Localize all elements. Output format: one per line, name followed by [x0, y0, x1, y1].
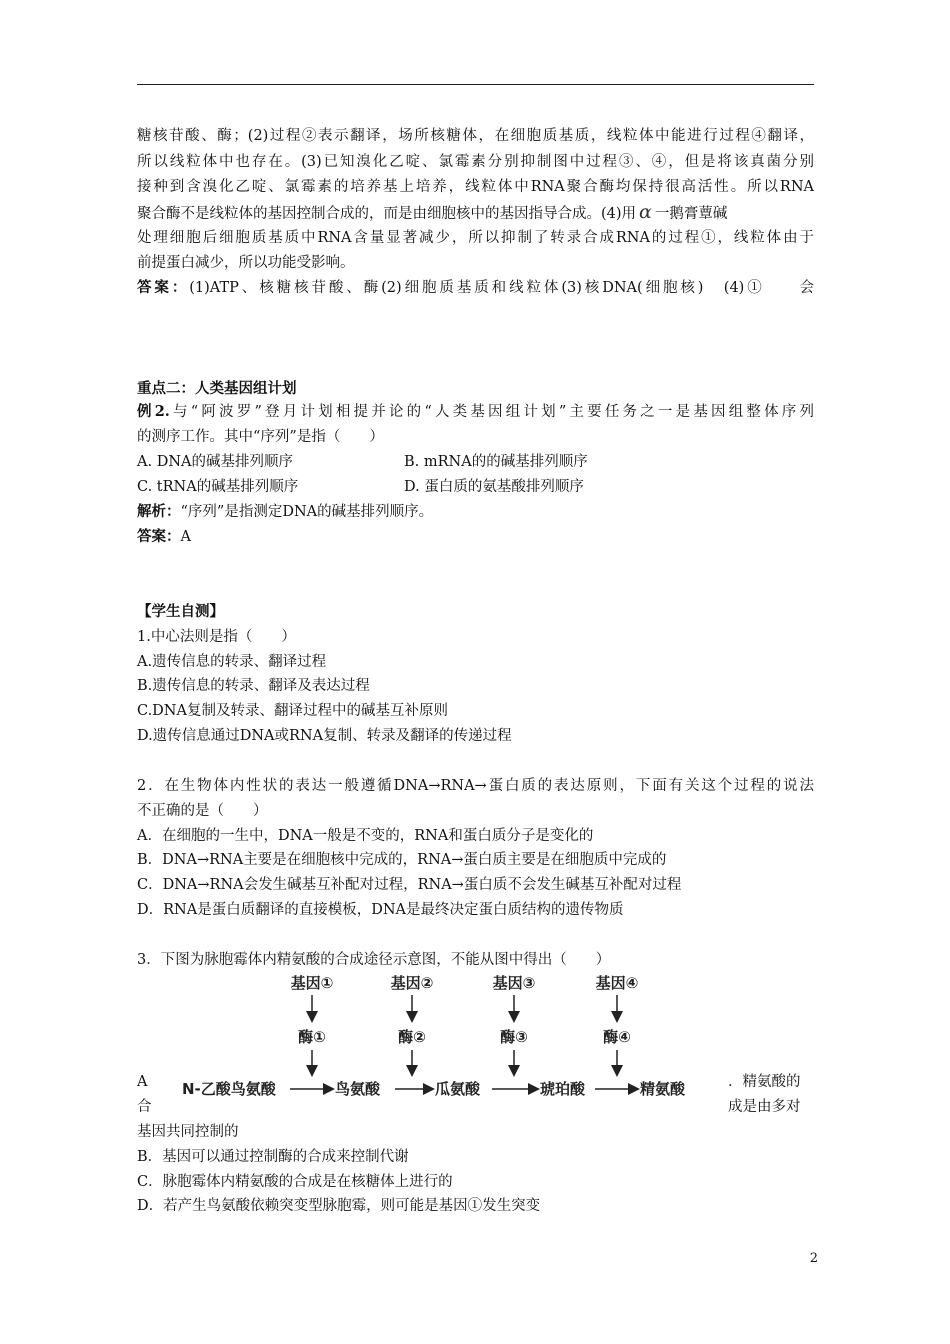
example-2-answer: 答案：A: [137, 528, 191, 545]
metabolite-label: 琥珀酸: [540, 1080, 586, 1098]
answer-label: 答案：: [137, 279, 190, 296]
paragraph-line: 前提蛋白减少，所以功能受影响。: [137, 255, 355, 271]
header-rule: [137, 84, 814, 85]
question-3-option-a-right: ．精氨酸的: [728, 1074, 801, 1090]
paragraph-line: [137, 203, 817, 223]
arginine-pathway-diagram: [180, 970, 725, 1105]
answer-1: [137, 279, 814, 297]
metabolite-label: N-乙酸鸟氨酸: [182, 1080, 276, 1098]
question-3-option-a-right: 成是由多对: [728, 1099, 801, 1115]
question-3-option: D．若产生鸟氨酸依赖突变型脉胞霉，则可能是基因①发生突变: [137, 1198, 541, 1214]
gene-label: 基因③: [492, 974, 536, 992]
alpha-symbol: α: [639, 201, 652, 223]
question-1-stem: 1.中心法则是指（ ）: [137, 629, 296, 645]
paragraph-text: 聚合酶不是线粒体的基因控制合成的，而是由细胞核中的基因指导合成。(4)用: [137, 206, 637, 222]
question-2-option: A．在细胞的一生中，DNA一般是不变的，RNA和蛋白质分子是变化的: [137, 828, 594, 844]
paragraph-line: 接种到含溴化乙啶、氯霉素的培养基上培养，线粒体中RNA聚合酶均保持很高活性。所以RNA: [137, 179, 814, 195]
gene-label: 基因②: [390, 974, 434, 992]
question-1-option: C.DNA复制及转录、翻译过程中的碱基互补原则: [137, 703, 448, 719]
enzyme-label: 酶②: [398, 1028, 426, 1046]
example-2-stem-cont: 的测序工作。其中“序列”是指（ ）: [137, 429, 384, 445]
example-label: 例2.: [137, 403, 170, 420]
gene-label: 基因④: [595, 974, 639, 992]
answer-text: (1)ATP、核糖核苷酸、酶(2)细胞质基质和线粒体(3)核DNA(细胞核) (4)① 会: [189, 280, 815, 296]
question-2-option: C．DNA→RNA会发生碱基互补配对过程，RNA→蛋白质不会发生碱基互补配对过程: [137, 877, 682, 893]
option-c: C. tRNA的碱基排列顺序: [137, 479, 299, 495]
question-3-option: C．脉胞霉体内精氨酸的合成是在核糖体上进行的: [137, 1174, 453, 1190]
paragraph-line: 糖核苷酸、酶；(2)过程②表示翻译，场所核糖体，在细胞质基质，线粒体中能进行过程④翻译，: [137, 128, 814, 144]
enzyme-label: 酶③: [500, 1028, 528, 1046]
metabolite-label: 精氨酸: [640, 1080, 686, 1098]
enzyme-label: 酶①: [298, 1028, 326, 1046]
page-number: 2: [809, 1251, 818, 1266]
question-3-option: B．基因可以通过控制酶的合成来控制代谢: [137, 1149, 409, 1165]
question-1-option: D.遗传信息通过DNA或RNA复制、转录及翻译的传递过程: [137, 728, 512, 744]
selftest-title: 【学生自测】: [137, 603, 224, 620]
option-d: D. 蛋白质的氨基酸排列顺序: [404, 479, 584, 495]
metabolite-label: 鸟氨酸: [335, 1080, 381, 1098]
question-2-option: B．DNA→RNA主要是在细胞核中完成的，RNA→蛋白质主要是在细胞质中完成的: [137, 852, 667, 868]
option-a: A. DNA的碱基排列顺序: [137, 454, 293, 470]
metabolite-label: 瓜氨酸: [435, 1080, 481, 1098]
example-text: 与“阿波罗”登月计划相提并论的“人类基因组计划”主要任务之一是基因组整体序列: [169, 404, 814, 420]
paragraph-line: 处理细胞后细胞质基质中RNA含量显著减少，所以抑制了转录合成RNA的过程①，线粒体由于: [137, 230, 814, 246]
paragraph-text: 一鹅膏蕈碱: [654, 206, 728, 222]
question-1-option: B.遗传信息的转录、翻译及表达过程: [137, 678, 370, 694]
question-3-option-a-left: 合: [137, 1099, 152, 1115]
gene-label: 基因①: [290, 974, 334, 992]
question-2-stem: 2．在生物体内性状的表达一般遵循DNA→RNA→蛋白质的表达原则，下面有关这个过程的说法: [137, 778, 814, 794]
paragraph-line: 所以线粒体中也存在。(3)已知溴化乙啶、氯霉素分别抑制图中过程③、④，但是将该真菌分别: [137, 154, 814, 170]
question-2-stem-cont: 不正确的是（ ）: [137, 803, 268, 819]
option-b: B. mRNA的的碱基排列顺序: [404, 454, 588, 470]
question-1-option: A.遗传信息的转录、翻译过程: [137, 654, 327, 670]
question-3-option-a-cont: 基因共同控制的: [137, 1124, 239, 1140]
example-2-analysis: 解析：“序列”是指测定DNA的碱基排列顺序。: [137, 503, 434, 520]
example-2-stem: [137, 403, 814, 421]
question-2-option: D．RNA是蛋白质翻译的直接模板，DNA是最终决定蛋白质结构的遗传物质: [137, 902, 624, 918]
section-title: 重点二：人类基因组计划: [137, 380, 297, 397]
question-3-stem: 3．下图为脉胞霉体内精氨酸的合成途径示意图，不能从图中得出（ ）: [137, 952, 611, 968]
enzyme-label: 酶④: [603, 1028, 631, 1046]
question-3-option-a-left: A: [137, 1074, 148, 1090]
